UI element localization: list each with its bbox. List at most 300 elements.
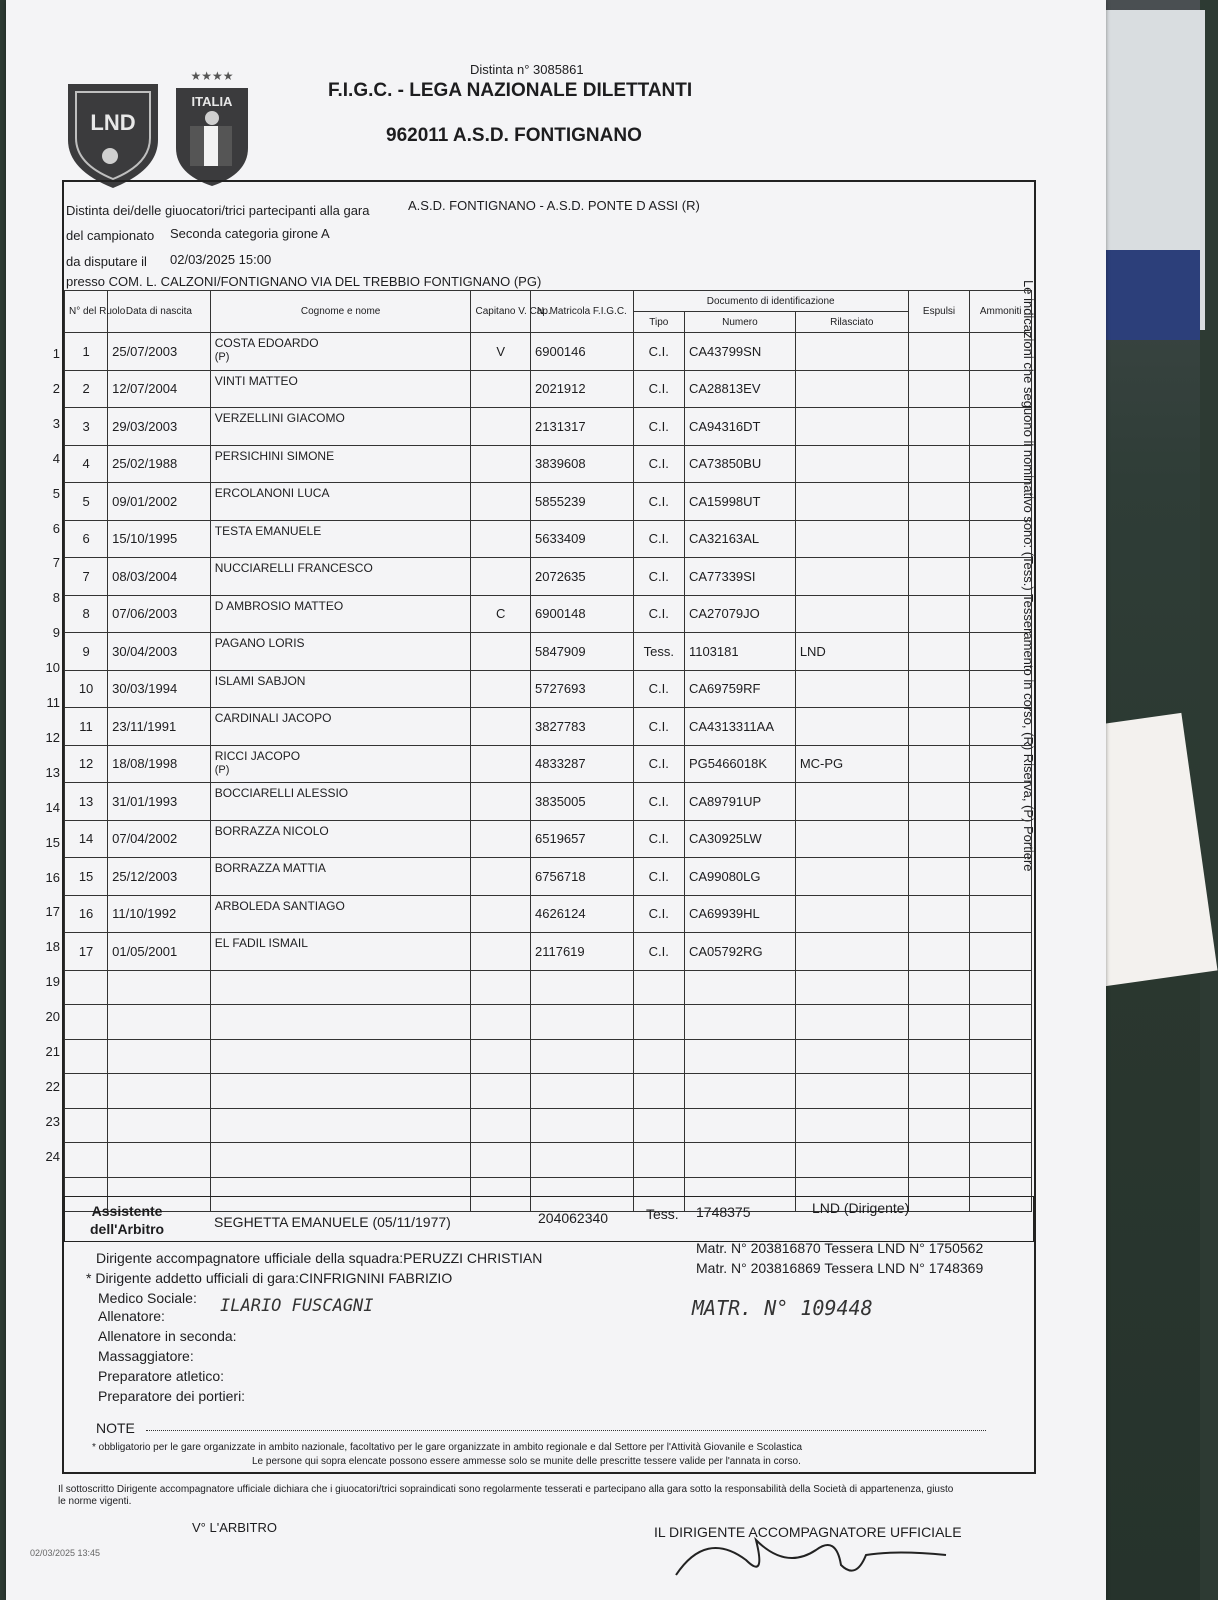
player-rilasciato [795, 370, 908, 408]
background-folder [1100, 250, 1200, 340]
player-name-cell [210, 895, 471, 933]
empty-cell [970, 670, 1032, 708]
empty-cell [908, 333, 970, 371]
table-row [65, 1108, 1032, 1143]
player-ruolo: 11 [65, 708, 108, 746]
row-number: 8 [52, 590, 60, 606]
empty-cell [108, 1074, 211, 1109]
player-numero: CA30925LW [684, 820, 795, 858]
empty-cell [970, 595, 1032, 633]
allenatore-handwritten: ILARIO FUSCAGNI [220, 1296, 374, 1316]
allenatore-line: Allenatore: [98, 1308, 165, 1324]
player-matricola: 4626124 [531, 895, 634, 933]
player-numero: CA4313311AA [684, 708, 795, 746]
player-cap [471, 633, 531, 671]
player-ruolo: 3 [65, 408, 108, 446]
player-matricola: 5847909 [531, 633, 634, 671]
player-name: TESTA EMANUELE [214, 523, 322, 538]
row-number: 16 [45, 869, 60, 885]
player-matricola: 6900148 [531, 595, 634, 633]
table-row [65, 1005, 1032, 1040]
player-ruolo: 13 [65, 783, 108, 821]
player-nascita: 30/03/1994 [108, 670, 211, 708]
player-tipo: C.I. [633, 483, 684, 521]
matr-line-1: Matr. N° 203816870 Tessera LND N° 1750562 [696, 1240, 984, 1256]
player-nascita: 25/02/1988 [108, 445, 211, 483]
player-name-cell [210, 708, 471, 746]
player-cap [471, 445, 531, 483]
note-dotted-line [146, 1430, 986, 1431]
player-cap: V [471, 333, 531, 371]
player-tipo: C.I. [633, 820, 684, 858]
table-row [65, 633, 1032, 671]
player-rilasciato [795, 670, 908, 708]
col-documento: Documento di identificazione [633, 291, 908, 312]
row-number: 14 [45, 799, 60, 815]
player-matricola: 2131317 [531, 408, 634, 446]
club-title: 962011 A.S.D. FONTIGNANO [386, 125, 642, 146]
player-name-cell [210, 370, 471, 408]
player-numero: CA15998UT [684, 483, 795, 521]
empty-cell [970, 445, 1032, 483]
persone-note: Le persone qui sopra elencate possono essere ammesse solo se munite delle prescritte tessere valide per l'annata in corso. [252, 1456, 801, 1467]
dichiarazione-2: le norme vigenti. [58, 1496, 132, 1507]
player-tipo: C.I. [633, 895, 684, 933]
player-name: CARDINALI JACOPO [214, 711, 332, 725]
player-matricola: 6756718 [531, 858, 634, 896]
player-rilasciato: MC-PG [795, 745, 908, 783]
empty-cell [970, 858, 1032, 896]
row-number: 18 [45, 939, 60, 955]
player-cap [471, 708, 531, 746]
empty-cell [471, 1074, 531, 1109]
assistant-tipo: Tess. [646, 1206, 679, 1222]
empty-cell [531, 1108, 634, 1143]
player-name-cell [210, 933, 471, 971]
row-number: 23 [45, 1113, 60, 1129]
empty-cell [531, 970, 634, 1005]
player-matricola: 2072635 [531, 558, 634, 596]
player-name: ISLAMI SABJON [214, 673, 306, 688]
row-number: 21 [45, 1044, 60, 1059]
empty-cell [633, 1143, 684, 1178]
player-matricola: 5727693 [531, 670, 634, 708]
table-row [65, 933, 1032, 971]
empty-cell [210, 970, 471, 1005]
player-numero: CA69939HL [684, 895, 795, 933]
player-matricola: 3839608 [531, 445, 634, 483]
empty-cell [633, 1108, 684, 1143]
addetto-line: * Dirigente addetto ufficiali di gara:CINFRIGNINI FABRIZIO [86, 1270, 453, 1286]
empty-cell [908, 895, 970, 933]
empty-cell [970, 933, 1032, 971]
row-number: 11 [46, 695, 60, 710]
player-rilasciato [795, 483, 908, 521]
date-label: da disputare il [66, 254, 147, 269]
assistant-numero: 1748375 [696, 1204, 751, 1220]
italia-logo [172, 68, 252, 188]
player-tipo: C.I. [633, 708, 684, 746]
player-rilasciato [795, 858, 908, 896]
row-number: 15 [45, 834, 60, 850]
col-capitano: Capitano V. Cap. [471, 291, 531, 333]
row-number: 9 [52, 625, 60, 641]
row-number: 10 [45, 660, 60, 676]
empty-cell [908, 820, 970, 858]
empty-cell [908, 858, 970, 896]
empty-cell [65, 1074, 108, 1109]
empty-cell [531, 1005, 634, 1040]
empty-cell [970, 370, 1032, 408]
player-tipo: C.I. [633, 745, 684, 783]
assistant-label [90, 1202, 164, 1238]
empty-cell [970, 633, 1032, 671]
empty-cell [970, 408, 1032, 446]
empty-cell [908, 445, 970, 483]
player-matricola: 5855239 [531, 483, 634, 521]
player-matricola: 2021912 [531, 370, 634, 408]
table-row [65, 820, 1032, 858]
empty-cell [970, 1005, 1032, 1040]
player-cap [471, 408, 531, 446]
player-name-cell [210, 783, 471, 821]
player-rilasciato: LND [795, 633, 908, 671]
empty-cell [108, 1005, 211, 1040]
empty-cell [210, 1143, 471, 1178]
empty-cell [908, 1005, 970, 1040]
row-number: 12 [45, 729, 60, 745]
empty-cell [908, 1108, 970, 1143]
table-row [65, 595, 1032, 633]
player-numero: CA89791UP [684, 783, 795, 821]
empty-cell [471, 1005, 531, 1040]
empty-cell [970, 1143, 1032, 1178]
player-numero: CA69759RF [684, 670, 795, 708]
empty-cell [795, 1074, 908, 1109]
empty-cell [684, 1074, 795, 1109]
empty-cell [970, 745, 1032, 783]
table-row [65, 483, 1032, 521]
player-name: BORRAZZA MATTIA [214, 861, 326, 875]
player-numero: 1103181 [684, 633, 795, 671]
empty-cell [795, 970, 908, 1005]
empty-cell [65, 970, 108, 1005]
player-rilasciato [795, 595, 908, 633]
table-row [65, 895, 1032, 933]
player-name: ERCOLANONI LUCA [214, 486, 330, 500]
table-row [65, 970, 1032, 1005]
player-rilasciato [795, 895, 908, 933]
match-sheet [6, 0, 1106, 1600]
empty-cell [471, 1039, 531, 1074]
empty-cell [633, 970, 684, 1005]
table-row [65, 783, 1032, 821]
empty-cell [108, 1143, 211, 1178]
player-rilasciato [795, 520, 908, 558]
player-name-cell [210, 333, 471, 371]
table-row [65, 708, 1032, 746]
lnd-logo-text: LND [90, 110, 136, 135]
player-name-cell [210, 408, 471, 446]
match-teams: A.S.D. FONTIGNANO - A.S.D. PONTE D ASSI (R) [408, 198, 700, 213]
player-numero: CA99080LG [684, 858, 795, 896]
player-ruolo: 12 [65, 745, 108, 783]
player-cap [471, 783, 531, 821]
dirigente-signature-label: IL DIRIGENTE ACCOMPAGNATORE UFFICIALE [654, 1524, 962, 1540]
empty-cell [633, 1005, 684, 1040]
dirigente-line: Dirigente accompagnatore ufficiale della squadra:PERUZZI CHRISTIAN [96, 1250, 543, 1266]
col-matricola: N. Matricola F.I.G.C. [531, 291, 634, 333]
player-name: NUCCIARELLI FRANCESCO [214, 561, 373, 575]
empty-cell [684, 1108, 795, 1143]
player-cap [471, 895, 531, 933]
player-cap [471, 483, 531, 521]
player-rilasciato [795, 783, 908, 821]
empty-cell [108, 970, 211, 1005]
player-numero: CA28813EV [684, 370, 795, 408]
empty-cell [108, 1108, 211, 1143]
empty-cell [795, 1005, 908, 1040]
player-ruolo: 4 [65, 445, 108, 483]
assistant-matricola: 204062340 [538, 1210, 609, 1226]
empty-cell [908, 1143, 970, 1178]
empty-cell [970, 1108, 1032, 1143]
player-rilasciato [795, 445, 908, 483]
empty-cell [108, 1039, 211, 1074]
player-name-cell [210, 595, 471, 633]
player-cap [471, 520, 531, 558]
empty-cell [970, 1074, 1032, 1109]
medico-line: Medico Sociale: [98, 1290, 197, 1306]
empty-cell [970, 820, 1032, 858]
table-row [65, 370, 1032, 408]
row-number: 20 [45, 1009, 60, 1025]
massaggiatore-line: Massaggiatore: [98, 1348, 194, 1364]
player-cap: C [471, 595, 531, 633]
championship-label: del campionato [66, 228, 155, 243]
matr-handwritten: MATR. N° 109448 [692, 1296, 873, 1320]
empty-cell [471, 1143, 531, 1178]
row-number: 3 [52, 415, 60, 431]
empty-cell [908, 595, 970, 633]
player-tipo: C.I. [633, 445, 684, 483]
assistant-rilasciato: LND (Dirigente) [812, 1200, 910, 1216]
empty-cell [210, 1039, 471, 1074]
player-name-cell [210, 558, 471, 596]
player-name: PERSICHINI SIMONE [214, 448, 335, 463]
player-tipo: C.I. [633, 520, 684, 558]
player-cap [471, 858, 531, 896]
player-tipo: C.I. [633, 558, 684, 596]
player-tipo: C.I. [633, 370, 684, 408]
player-name-cell [210, 483, 471, 521]
empty-cell [970, 558, 1032, 596]
row-number: 5 [52, 485, 60, 501]
signature-image [666, 1520, 966, 1590]
empty-cell [908, 633, 970, 671]
player-ruolo: 9 [65, 633, 108, 671]
col-espulsi: Espulsi [908, 291, 970, 333]
player-tipo: Tess. [633, 633, 684, 671]
player-nascita: 11/10/1992 [108, 895, 211, 933]
obbligatorio-note: * obbligatorio per le gare organizzate in ambito nazionale, facoltativo per le gare organizzate in ambito regionale e dal Settore per l'Attività Giovanile e Scolastica [92, 1442, 803, 1453]
svg-text:★★★★: ★★★★ [190, 69, 234, 83]
empty-cell [970, 520, 1032, 558]
player-name-cell [210, 633, 471, 671]
player-rilasciato [795, 333, 908, 371]
side-legend-note: Le indicazioni che seguono il nominativo sono: (Tess.) Tesseramento in corso, (R) Riserva, (P) Portiere [1021, 280, 1036, 872]
empty-cell [65, 1039, 108, 1074]
row-number: 2 [52, 380, 60, 396]
table-row [65, 670, 1032, 708]
empty-cell [970, 708, 1032, 746]
dichiarazione-1: Il sottoscritto Dirigente accompagnatore ufficiale dichiara che i giuocatori/trici sopraindicati sono regolarmente tesserati e partecipano alla gara sotto la responsabilità della Società di appartenenza, giusto [58, 1484, 954, 1495]
empty-cell [970, 783, 1032, 821]
player-cap [471, 370, 531, 408]
player-ruolo: 5 [65, 483, 108, 521]
player-name-cell [210, 820, 471, 858]
empty-cell [471, 1108, 531, 1143]
portieri-line: Preparatore dei portieri: [98, 1388, 246, 1404]
player-nascita: 09/01/2002 [108, 483, 211, 521]
empty-cell [908, 408, 970, 446]
empty-cell [684, 1005, 795, 1040]
players-table [64, 290, 1032, 1212]
italia-logo-text: ITALIA [191, 94, 233, 109]
matr-line-2: Matr. N° 203816869 Tessera LND N° 1748369 [696, 1260, 984, 1276]
empty-cell [684, 970, 795, 1005]
player-matricola: 6519657 [531, 820, 634, 858]
player-numero: CA94316DT [684, 408, 795, 446]
player-matricola: 3827783 [531, 708, 634, 746]
empty-cell [684, 1143, 795, 1178]
lnd-logo [64, 80, 162, 190]
player-tipo: C.I. [633, 670, 684, 708]
row-number: 6 [52, 520, 60, 536]
player-name-cell [210, 670, 471, 708]
player-name-cell [210, 745, 471, 783]
match-date: 02/03/2025 15:00 [170, 252, 272, 267]
player-name: BOCCIARELLI ALESSIO [214, 786, 349, 800]
empty-cell [908, 783, 970, 821]
empty-cell [970, 483, 1032, 521]
table-row [65, 1074, 1032, 1109]
empty-cell [633, 1074, 684, 1109]
player-rilasciato [795, 708, 908, 746]
player-cap [471, 820, 531, 858]
player-name: ARBOLEDA SANTIAGO [214, 898, 345, 913]
player-numero: CA32163AL [684, 520, 795, 558]
player-ruolo: 14 [65, 820, 108, 858]
empty-cell [908, 933, 970, 971]
table-row [65, 1143, 1032, 1178]
player-nascita: 25/12/2003 [108, 858, 211, 896]
player-tipo: C.I. [633, 333, 684, 371]
federation-title: F.I.G.C. - LEGA NAZIONALE DILETTANTI [328, 80, 693, 101]
player-nascita: 07/04/2002 [108, 820, 211, 858]
row-number: 22 [45, 1078, 60, 1094]
player-matricola: 4833287 [531, 745, 634, 783]
note-label: NOTE [96, 1420, 135, 1436]
player-nascita: 18/08/1998 [108, 745, 211, 783]
table-row [65, 408, 1032, 446]
empty-cell [970, 333, 1032, 371]
player-ruolo: 17 [65, 933, 108, 971]
assistant-label-2: dell'Arbitro [90, 1221, 165, 1237]
player-nascita: 15/10/1995 [108, 520, 211, 558]
player-numero: CA43799SN [684, 333, 795, 371]
venue-line: presso COM. L. CALZONI/FONTIGNANO VIA DEL TREBBIO FONTIGNANO (PG) [66, 274, 542, 289]
player-rilasciato [795, 820, 908, 858]
player-tipo: C.I. [633, 858, 684, 896]
player-note: (P) [214, 351, 230, 363]
player-numero: CA73850BU [684, 445, 795, 483]
empty-cell [65, 1143, 108, 1178]
empty-cell [684, 1039, 795, 1074]
row-number: 1 [52, 346, 60, 361]
player-cap [471, 745, 531, 783]
player-name: PAGANO LORIS [214, 636, 305, 650]
row-number: 19 [45, 974, 60, 990]
player-nascita: 07/06/2003 [108, 595, 211, 633]
allenatore-seconda-line: Allenatore in seconda: [98, 1328, 237, 1344]
empty-cell [633, 1039, 684, 1074]
player-matricola: 6900146 [531, 333, 634, 371]
col-nascita: Data di nascita [108, 291, 211, 333]
empty-cell [908, 520, 970, 558]
empty-cell [531, 1143, 634, 1178]
player-nascita: 01/05/2001 [108, 933, 211, 971]
player-ruolo: 1 [65, 333, 108, 371]
empty-cell [970, 895, 1032, 933]
player-cap [471, 558, 531, 596]
player-tipo: C.I. [633, 783, 684, 821]
empty-cell [210, 1108, 471, 1143]
assistant-label-1: Assistente [91, 1203, 163, 1219]
player-name: EL FADIL ISMAIL [214, 936, 308, 950]
empty-cell [795, 1039, 908, 1074]
player-nascita: 30/04/2003 [108, 633, 211, 671]
row-number: 7 [52, 555, 60, 571]
row-number: 24 [45, 1148, 60, 1164]
empty-cell [908, 670, 970, 708]
player-name: VERZELLINI GIACOMO [214, 411, 345, 425]
player-name-cell [210, 445, 471, 483]
championship-value: Seconda categoria girone A [170, 226, 330, 241]
table-row [65, 333, 1032, 371]
empty-cell [908, 970, 970, 1005]
player-name: COSTA EDOARDO [214, 336, 319, 350]
empty-cell [795, 1108, 908, 1143]
player-nascita: 25/07/2003 [108, 333, 211, 371]
row-number: 17 [45, 904, 60, 920]
player-cap [471, 933, 531, 971]
table-row [65, 745, 1032, 783]
col-numero: Numero [684, 312, 795, 333]
player-name: BORRAZZA NICOLO [214, 823, 329, 838]
player-ruolo: 15 [65, 858, 108, 896]
player-tipo: C.I. [633, 933, 684, 971]
player-tipo: C.I. [633, 595, 684, 633]
empty-cell [65, 1108, 108, 1143]
player-ruolo: 8 [65, 595, 108, 633]
row-number: 13 [45, 764, 60, 780]
col-ammoniti: Ammoniti [970, 291, 1032, 333]
player-nascita: 31/01/1993 [108, 783, 211, 821]
player-rilasciato [795, 408, 908, 446]
col-tipo: Tipo [633, 312, 684, 333]
arbitro-label: V° L'ARBITRO [192, 1520, 277, 1535]
